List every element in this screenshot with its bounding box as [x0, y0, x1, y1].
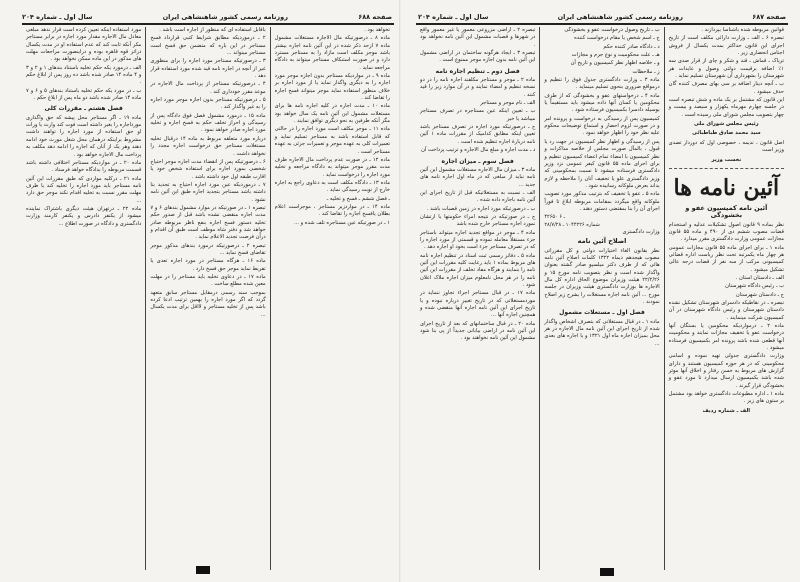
paragraph: و ـ خلاصه اظهار نظر کمیسیون و تاریخ آن	[570, 60, 660, 67]
paragraph: تبصره ۲ ـ اراضی مزروعی معمور یا غیر معمور واقع در شهرها و قصبات مشمول این آئین نامه نخواهد بود .	[420, 27, 536, 48]
paragraph: تریاک ـ قماش ـ قند و شکر و چای از قرار صدی سه ۱٪ اضافه برقیمت دولتی وصول و عایدات هر شهرستان را بشهرداری آن شهرستان تسلیم نماید .	[668, 58, 784, 80]
page-header	[22, 12, 392, 22]
paragraph: ماده ۱ ـ برای اجرای ماده ۵۵ قانون مجازات عمومی هر چهار ماه یکمرتبه تحت نظر ریاست اداره قضائی کمیسیونی مرکب از سه نفر از قضات درجه عالی تشکیل میشود .	[668, 244, 784, 273]
paragraph: ماده ۳ ـ وزارت دادگستری جدول فوق را تنظیم و درمواقع ضروری بنحوی تسلیم مینماید .	[544, 77, 660, 91]
ink-blot	[600, 568, 614, 576]
paragraph: ماده ۲ ـ درمواردیکه محکومین یا بستگان آنها درخواست عفو یا تخفیف مجازات نمایند و محکومیت آنها قطعی شده باشد پرونده امر بکمیسیون فرستاده میشود .	[668, 323, 784, 352]
paragraph: تبصره ۱ ـ در صورتیکه در موارد مشمول بندهای ۶ و ۷ مدت اجاره منقضی نشده باشد قبل از صدور حکم تخلیه دستور فسخ اجاره بنفع ناظر مربوطه صادر خواهد شد و دفتر شاه موظف است طبق آن اقدام و درآن فرصت تجدید الاعلام نماید .	[150, 204, 266, 241]
paragraph: ماده ۵ ـ دفاتر رسمی ثبت اسناد در تنظیم اجاره نامه های مربوط بماده ۱ باید رعایت کلیه مقررات این آئین نامه را بنمایند و هرگاه مفاد تخلف از مقررات این آئین نامه را در هر محل نامعلوم میزان اجاره ملاک اعلان شود .	[420, 252, 536, 288]
newspaper-title: روزنامه رسمی کشور شاهنشاهی ایران	[162, 13, 288, 21]
paragraph: درباره مورد متعلقه مربوط به ماده ۱۴ درقبال تخلیه مستغلات مستاجر حق درخواست اجاره مجدد را نخواهد داشت .	[150, 135, 266, 157]
paragraph: ماده ۹ ـ در مواردیکه مستاجر بدون اجازه موجر مورد اجاره را به دیگری واگذار نماید یا از مورد اجاره بر خلاف منظور استفاده نماید موجر میتواند فسخ اجاره را تقاضا کند .	[274, 73, 391, 102]
paragraph: ماده ۲ ـ موجر و مستاجر مکلفند اجاره نامه را در دو نسخه تنظیم و امضاء نمایند و در آن موارد زیر را قید کنند .	[420, 77, 536, 98]
paragraph: تبصره ۲ ـ درصورتیکه درمورد بندهای مذکور موجر تقاضای فسخ نماید ...	[150, 242, 266, 256]
paragraph: ماده ۳ ـ میزان مال الاجاره مستغلات مشمول این آئین نامه نباید از مبلغی که در ماه اول اجاره نامه های جدید ...	[420, 166, 536, 188]
paragraph: تبصره ۳ ـ ایجاد هرگونه ساختمان در اراضی مشمول این آئین نامه بدون اجازه موجر ممنوع است .	[420, 50, 536, 64]
paragraph: تبصره ۶ ـ الف ـ وزارت دارائی مکلف است از تاریخ اجرای این قانون حداکثر بمدت یکسال از فروش اجناس انحصاری زیر .	[668, 35, 784, 57]
paragraph: ماده ۸ ـ درصورتیکه مال الاجاره مستغلات مشمول ماده ۷ ازحد ذکر شده در این آئین نامه اجاره بیشتر باشد موجر مکلف است مازاد را به مستاجر مسترد دارد و در صورت استنکاف مستاجر میتواند به دادگاه مراجعه نماید .	[274, 35, 390, 71]
issue-number: سال اول ـ شماره ۲۰۴	[418, 13, 489, 21]
paragraph: ماده ۱۱ ـ موجر مکلف است مورد اجاره را در حالتی که قابل استفاده باشد به مستاجر تسلیم نماید و تعمیرات کلی به عهده موجر و تعمیرات جزئی به عهده مستاجر است .	[274, 126, 390, 155]
paragraph: ماده ۴ ـ درخواستهای عفو و بخشودگی که از طرف محکومین یا کسان آنها داده میشود باید مستقیماً یا بوسیله دادسرا بکمیسیون فرستاده شود .	[544, 92, 660, 114]
paragraph: وزارت دادگستری جدولی تهیه نموده و اسامی محکومینی که در هر حوزه کمیسیون هستند و دارای گزارش های مربوط به حسن رفتار و اخلاق آنها موثر شده باشد بکمیسیون ارسال میدارد تا مورد عفو و بخشودگی قرار گیرند .	[668, 353, 784, 389]
section-heading: فصل اول ـ مستغلات مشمول	[559, 309, 645, 317]
paragraph: ۶ ـ درصورتیکه پس از انقضاء مدت اجاره موجر احتیاج شخصی بمورد اجاره برای استفاده شخص خود یا اقارب طبقه اول خود داشته باشد .	[150, 158, 266, 180]
paragraph: ۴ ـ درصورتیکه مستاجر از پرداخت مال الاجاره در موعد مقرر خودداری کند .	[150, 81, 266, 95]
paragraph: الف ـ نام موجر و مستاجر	[480, 100, 536, 107]
paragraph: بموجب سند رسمی درمقابل مستاجر سابق متعهد گردد که اگر مورد اجاره را بهمین ترتیب ادعا کرده باشد پس از تخلیه مستاجر و لااقل برای مدت یکسال ...	[150, 289, 266, 318]
paragraph: ماده ۱۰ ـ مدت اجاره در کلیه اجاره نامه ها برای مستغلات مشمول این آئین نامه یک سال خواهد بود مگر آنکه طرفین به نحو دیگری توافق نمایند .	[274, 103, 390, 125]
paragraph: ب ـ در مورد یکه حکم تخلیه باستناد بندهای ۵ و ۶ و ۷ ماده ۱۴ صادر شده باشد دو ماه پس از ابلاغ حکم .	[26, 87, 142, 102]
paragraph: د ـ دادگاه صادر کننده حکم	[603, 43, 660, 50]
paragraph: ماده ۱۵ ـ درمورد مشمول فصل فوق دادگاه پس از رسیدگی و احراز تخلف حکم به فسخ اجاره و تخلیه مورد اجاره صادر خواهد نمود .	[150, 112, 266, 134]
issue-number: سال اول ـ شماره ۲۰۴	[22, 13, 93, 21]
paragraph: ماده ۲۰ ـ در قبال ساختمانهای که بعد از تاریخ اجرای این آئین نامه در اراضی بیابانی جدیداً از پی بنا شود مشمول این آئین نامه نخواهند بود .	[420, 320, 536, 342]
paragraph: نظر بقانون الغاء اختیارات دولتی و کل مقرراتی مصوب هیجدهم دیماه ۱۳۲۲ کلمات اصلاح آئین نامه هائی که از طرف دکتر میلسپو صادر گشته بعنوان واگذار شده است و نظر بتصویب نامه مورخ ۱۵ و ۲۲/۲/۲۶ هیئت وزیران موضوع الحاق اداره کل مال الاجاره ها بوزارت دادگستری هیئت وزیران در جلسه مورخ ... آئین نامه اجاره مستغلات را بشرح زیر اصلاح نمودند .	[544, 247, 660, 306]
signature-line: رئیس مجلس شورای ملی	[694, 121, 759, 128]
paragraph: ب ـ درصورتیکه مورد اجاره در زمین قصبات باشد .	[426, 205, 536, 212]
column-right	[270, 27, 394, 570]
columns	[416, 27, 788, 570]
subsection-title: اصلاح آئین نامه	[577, 237, 627, 246]
column-middle	[145, 27, 269, 570]
page-number: صفحه ۶۸۸	[358, 13, 392, 21]
section-title: آئین نامه ها	[673, 174, 780, 201]
paragraph: ماده ۱ ـ اداره مطبوعات دادگستری خواهد بود مشتمل بر ستون های زیر .	[668, 391, 784, 405]
paragraph: الف ـ نسبت به مستغلاتیکه قبل از تاریخ اجرای این آئین نامه باجاره داده شده .	[420, 189, 536, 204]
paragraph: ۲ ـ درموردیکه مطابق شرایط کتبی قرارداد فسخ مستاجر در این باره که متضمن حق فسخ است مستاجر میتواند ...	[150, 35, 266, 57]
paragraph: ب ـ آنچه دینار اضافه بر سی بهای مصرف کننده گان حذف میشود .	[668, 81, 784, 95]
paragraph: ج ـ در صورتیکه در نتیجه امراء حکومتها یا ارتشان نمورد اجاره مستاجر خارج شده باشد	[420, 213, 536, 228]
paragraph: ۵ ـ درصورتیکه مستاجر بدون اجازه موجر مورد اجاره را به غیر واگذار کند .	[150, 97, 266, 111]
columns	[22, 27, 394, 570]
paragraph: ماده ۱۹ ـ اگر مستاجر محل پیشه که حق واگذاری مورداجاره را بغیر داشته است فوت کند وارث یا وراث او حق استفاده از مورد اجاره را تواهند داشت مشروط براینکه درهمان محل شغل مورث خود ادامه دهند وهر یک از آنان که اجاره را ادامه دهد مکلف به پرداخت مال الاجاره خواهد بود .	[26, 114, 142, 158]
paragraph: ۱ ـ در صورتیکه عین مستاجره تلف شده و ...	[294, 219, 390, 226]
paragraph: ماده ۱۳ ـ دادگاه مکلف است به دعاوی راجع به اجاره خارج از نوبت رسیدگی نماید .	[274, 179, 390, 194]
paragraph: نظر بماده ۹ قانون اصول تشکیلات عدلیه و استخدام قضات مصوب ششم دی از ۴۹۰ و ماده ۵۵ قانون مجازات عمومی وزارت دادگستری مقرر میدارد .	[668, 221, 784, 243]
paragraph: ماده ۱ ـ در قبال مستغلاتی که بتصرف اشخاص واگذار شده از تاریخ اجرای این آئین نامه مال الاجاره در هر محل بمیزان اجاره ماه اول ۱۳۲۱ و یا اجاره های بعدی ...	[544, 318, 660, 347]
section-heading: فصل دوم ـ تنظیم اجاره نامه	[435, 67, 520, 75]
column-left	[416, 27, 539, 570]
paragraph: ج ـ اسم شخص یا مقام درخواست کننده	[574, 35, 660, 42]
right-page	[400, 0, 800, 582]
reference-number: ۴۲۶۵۰ ـ ۶	[544, 214, 566, 221]
signature-line: سید محمد صادق طباطبائی	[692, 130, 761, 137]
paragraph: مورد استفاده اینکه تعیین کرده است قرار ندهد مبلغی معادل مال الاجاره مقدار مورد اجاره در برابر مستاجر مکر آنکه ثابت کند که عدم استفاده او در مدت یکسال دراثر قوه قاهره بوده و دراینصورت مراجعات مهلت های مذکور در این ماده ممکن نخواهد بود .	[26, 27, 142, 63]
newspaper-title: روزنامه رسمی کشور شاهنشاهی ایران	[557, 13, 683, 21]
paragraph: وزارت دادگستری	[622, 228, 660, 235]
paragraph: ب ـ تعیین اینکه عین مستاجره در تصرف مستاجر میباشد یا خیر	[420, 108, 536, 122]
paragraph: هـ ـ علت محکومیت و نوع جرم و مجازات	[571, 52, 660, 59]
ink-blot	[196, 566, 210, 574]
paragraph: ز ـ ملاحظات	[632, 68, 660, 75]
paragraph: ب ـ رئیس دادگاه شهرستان	[725, 283, 784, 290]
paragraph: تخواهد بود .	[364, 27, 390, 33]
paragraph: این قانون که مشتمل بر یک ماده و شش تبصره است در جلسه چهارم مهرماه یکهزار و سیصد و بیست و چهار بتصویب مجلس شورای ملی رسیده است .	[668, 97, 784, 118]
header-rule	[22, 23, 394, 25]
paragraph: ماده ۱۲ ـ در صورت عدم پرداخت مال الاجاره ظرف مدت مقرر موجر میتواند به دادگاه مراجعه و تخلیه مورد اجاره را درخواست نماید .	[274, 156, 390, 178]
paragraph: الف ـ دادستان استان .	[735, 274, 784, 281]
paragraph: ماده ۴ ـ موجر در مواقع تجدید اجاره میتواند باستاجر جزء مستقلاً معامله نموده و قسمتی از مورد اجاره را که در تصرف مستاجر جزء است بخود او اجاره دهد .	[420, 229, 536, 251]
subsection-title: آئین نامه کمیسیون عفو و بخشودگی	[685, 203, 768, 220]
paragraph: ماده ۱۴ ـ در مواردزیر مستاجر ، موجراست اعلام بطلان یافسخ اجاره را تقاضا کند .	[274, 203, 390, 218]
paragraph: ماده ۲۲ ـ درتهران هیئت دیگری باشتراک نماینده میشود از یکنفر دادرس و یکنفر کارمند وزارت دادگستری و دادگاه در صورت اطلاع ...	[26, 205, 142, 227]
paragraph: ماده ۱۷ ـ در قبال مستاجر اجراء تجاوز ننماید در موردمستغلاتی که در تاریخ تغییر درباره نبوده و یا تاریخ اجرای این آئین نامه اجاره آنها منقضی شده و همچنین اجاره آنها ...	[420, 290, 536, 319]
column-right	[664, 27, 788, 570]
page-number: صفحه ۶۸۷	[752, 13, 786, 21]
paragraph: تبصره ـ در نقاطیکه دادسرای شهرستان تشکیل نشده دادستان شهرستان و رئیس دادگاه شهرستان در آن کمیسیون شرکت مینمایند .	[668, 299, 784, 321]
paragraph: ـ فصل ششم ـ فسخ و تخلیه ـ	[326, 195, 390, 202]
paragraph: ۷ ـ درموردیکه عین مورد اجاره احتیاج به تجدید بنا داشته باشد مستاجر بتجدید اجاره طبق این آئین نامه نشود .	[150, 181, 266, 203]
reference-number: شماره ۱۰۴۴۲۲۶ ـ ۲۸/۷/۲۸	[544, 221, 600, 228]
paragraph: اصل قانون ، ندیمه ، خصوصی اول که دوردار تصدی وزیر است	[668, 139, 784, 154]
paragraph: ج ـ دادستان شهرستان	[735, 291, 784, 298]
paragraph: الف ـ درمورد یکه حکم تخلیه باستناد بندهای ۱ و ۲ و ۳ و ۴ ماده ۱۴ صادر شده باشد ده روز پس از ابلاغ حکم .	[26, 64, 142, 86]
section-divider	[669, 168, 784, 169]
header-rule	[416, 23, 788, 25]
page-header	[418, 12, 786, 22]
paragraph: ماده ۵ ـ عفو یا تخفیف که بترتیب مذکور مورد تصویب ملوکانه واقع میگردد بمقامات مربوطه ابلاغ تا فوراً اجرای آن را بنا بمقتضی دستور دهند .	[544, 191, 660, 212]
paragraph: ۳ ـ درصورتیکه مستاجر مورد اجاره را برای منظوری غیر از آنچه در اجاره نامه قید شده مورد استفاده قرار دهد .	[150, 58, 266, 80]
paragraph: ب ـ تاریخ وصول درخواست عفو و بخشودگی	[564, 27, 660, 33]
signature-line: نخست وزیر	[711, 156, 742, 163]
paragraph: باقابل استفاده ای که منظور از اجاره است باشد .	[159, 27, 266, 33]
column-left	[22, 27, 145, 570]
section-heading: فصل هشتم ـ مقررات کلی	[44, 105, 123, 113]
section-heading: فصل سوم ـ میزان اجاره	[441, 157, 514, 165]
paragraph: ماده ۲۰ ـ در مواردیکه مستاجر اختلافی داشته باشد قسمت مربوطه را بدادگاه خواهد فرستاد .	[26, 159, 142, 174]
paragraph: پس از رسیدگی و اظهار نظر کمیسیون در جهت رد یا قبول ، بالمآل صورت مجلس از خلاصه مذاکرات و نظر کمیسیون با امضاء تمام اعضاء کمیسیون تنظیم و برای اجرای ماده ۵۵ قانون کیفر عمومی نزد وزیر دادگستری فرستاده میشود تا نسبت بمحکومینی که وزیر دادگستری علو یا تخفیف آنان را ملاحظه و لازم بداند بعرض ملوکانه رسانیده شود .	[544, 138, 660, 189]
paragraph: ماده ۲۱ ـ درکلیه مواردی که طبق مقررات این آئین نامه مستاجر باید مورد اجاره را تخلیه کند یا ظرف مهلت مقرر نسبت به تخلیه اقدام نکند موجر حق دارد ...	[26, 175, 142, 204]
paragraph: قوانین مربوطه شده باشناسا بپردازند .	[701, 27, 784, 33]
signature-line: الف ـ شماره ردیف	[702, 407, 751, 414]
paragraph: د ـ مدت اجاره و مبلغ مال الاجاره و ترتیب پرداخت آن	[421, 147, 536, 154]
paragraph: ماده ۱۶ ـ هرگاه مستاجر در مورد اجاره تعدی یا تفریط نماید موجر حق فسخ دارد .	[150, 258, 266, 272]
paragraph: کمیسیون پس از رسیدگی به درخواست و پرونده امر و در صورت لزوم احضار و استماع توضیحات محکوم علیه نظر خود را اظهار خواهد نمود .	[544, 115, 660, 137]
column-middle	[539, 27, 663, 570]
paragraph: ماده ۱۷ ـ در دعاوی تخلیه باید مستاجر را در مهلت معین شده مطلع ساخت .	[150, 274, 266, 288]
paragraph: ج ـ درصورتیکه مورد اجاره در تصرف مستاجر باشد تعیین اینکه مطابق کدامیک از مقررات ماده ۱ آئین نامه دربارهٔ اجاره تنظیم شده است .	[420, 124, 536, 145]
